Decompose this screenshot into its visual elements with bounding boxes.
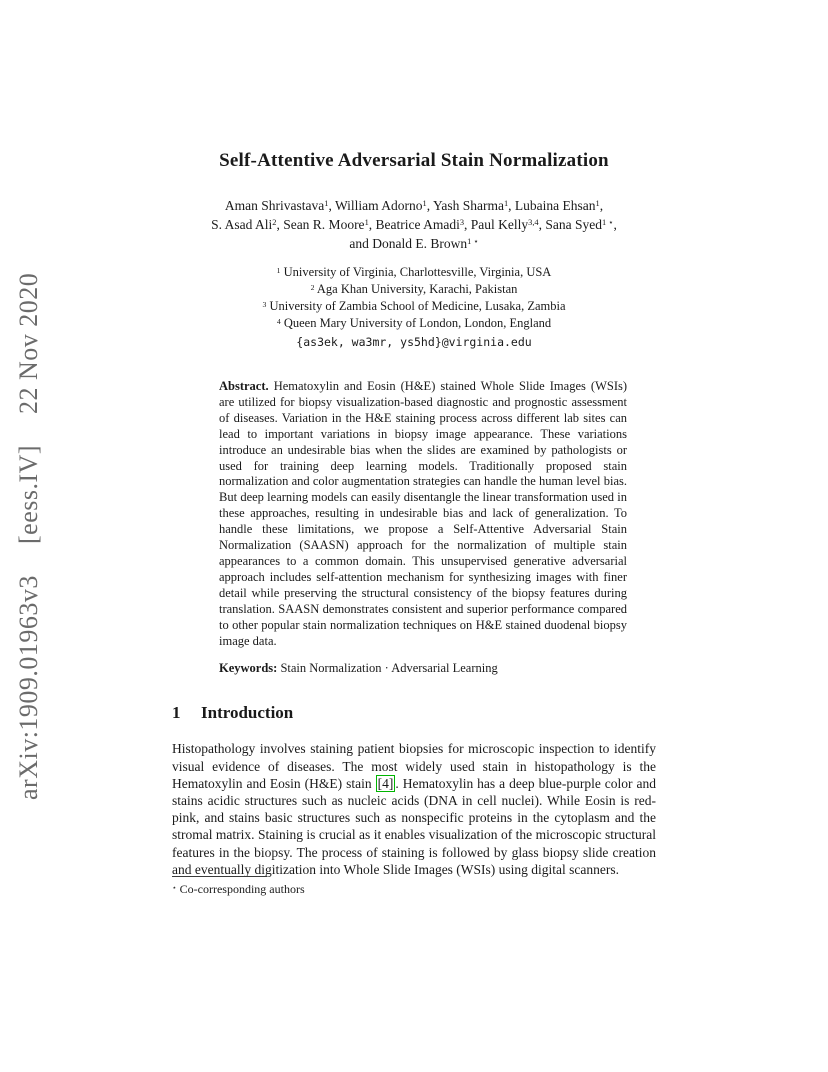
footnote-rule [172,876,267,877]
paper-title: Self-Attentive Adversarial Stain Normalization [219,150,609,171]
arxiv-watermark [14,252,44,800]
author-line-3: and Donald E. Brown$^{1 ⋆}$ [349,236,479,251]
abstract-text: Hematoxylin and Eosin (H&E) stained Whole Slide Images (WSIs) are utilized for biopsy visualization-based diagnostic and prognostic assessment of diseases. Variation in the H&E staining process across different lab sites can lead to important variations in biopsy image appearance. These variations introduce an undesirable bias when the slides are examined by pathologists or used for training deep learning models. Traditionally proposed stain normalization and color augmentation strategies can handle the human level bias. But deep learning models can easily disentangle the linear transformation used in these approaches, resulting in undesirable bias and lack of generalization. To handle these limitations, we propose a Self-Attentive Adversarial Stain Normalization (SAASN) approach for the normalization of multiple stain appearances to a common domain. This unsupervised generative adversarial approach includes self-attention mechanism for synthesizing images with finer detail while preserving the structural consistency of the biopsy features during translation. SAASN demonstrates consistent and superior performance compared to other popular stain normalization techniques on H&E stained duodenal biopsy image data. [219,379,628,648]
email-address: {as3ek, wa3mr, ys5hd}@virginia.edu [296,335,532,349]
author-block [172,196,656,253]
affiliation-line-3: $^3$ University of Zambia School of Medicine, Lusaka, Zambia [262,299,566,313]
footnote-text: ⋆ Co-corresponding authors [172,882,305,896]
affiliation-line-4: $^4$ Queen Mary University of London, London, England [276,316,552,330]
keywords-text: Stain Normalization · Adversarial Learning [277,661,498,676]
keywords-label: Keywords: [219,661,278,676]
content-column [172,0,656,878]
citation-link[interactable]: [4] [377,775,394,791]
footnote-block [172,876,656,897]
section-heading-introduction [172,703,656,723]
arxiv-category: [eess.IV] [14,445,43,545]
arxiv-id: arXiv:1909.01963v3 [14,575,43,800]
affiliation-line-2: $^2$ Aga Khan University, Karachi, Pakistan [310,282,518,296]
keywords-line [172,661,656,676]
introduction-paragraph: Histopathology involves staining patient biopsies for microscopic inspection to identify visual evidence of diseases. The most widely used stain in histopathology is the Hematoxylin and Eosin (H&E) stain [4] . Hematoxylin has a deep blue-purple color and stains acidic structures such as nucleic acids (DNA in cell nuclei). While Eosin is red-pink, and stains basic structures such as nonspecific proteins in the cytoplasm and the stromal matrix. Staining is crucial as it enables visualization of the microscopic structural features in the biopsy. The process of staining is followed by glass biopsy slide creation and eventually digitization into Whole Slide Images (WSIs) using digital scanners. [172,741,656,877]
affiliation-block [172,264,656,351]
abstract-paragraph [172,379,656,649]
section-number: 1 [172,703,181,723]
section-title: Introduction [201,703,294,723]
author-line-1: Aman Shrivastava$^1$, William Adorno$^1$, Yash Sharma$^1$, Lubaina Ehsan$^1$, [224,198,604,213]
author-line-2: S. Asad Ali$^2$, Sean R. Moore$^1$, Beatrice Amadi$^3$, Paul Kelly$^{3,4}$, Sana Syed$^{1 ⋆}$, [211,217,617,232]
abstract-label: Abstract. [219,379,269,393]
arxiv-date: 22 Nov 2020 [14,272,43,414]
affiliation-line-1: $^1$ University of Virginia, Charlottesville, Virginia, USA [276,265,552,279]
